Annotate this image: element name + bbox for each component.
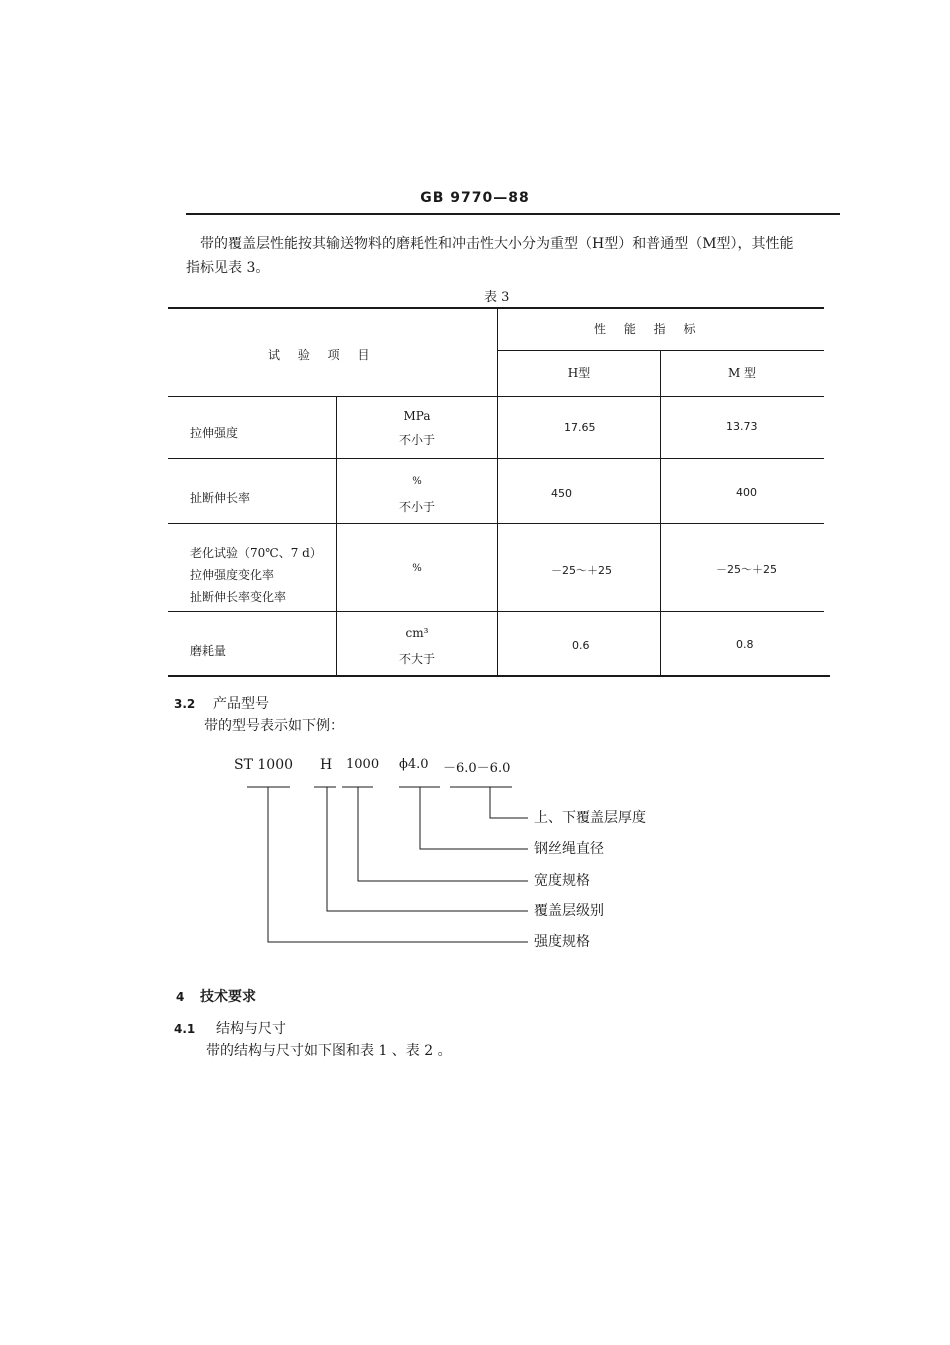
row-unit: MPa — [403, 409, 431, 423]
row-unit: % — [412, 476, 422, 487]
section-number: 3.2 — [174, 697, 196, 711]
label-strength-spec: 强度规格 — [534, 934, 590, 950]
header-test-item: 试 验 项 目 — [268, 348, 370, 362]
row-item: 磨耗量 — [190, 644, 227, 658]
row-h-value: 450 — [551, 487, 572, 500]
row-item: 扯断伸长率变化率 — [190, 590, 287, 604]
row-unit: cm³ — [405, 626, 429, 640]
label-cord-diameter: 钢丝绳直径 — [534, 841, 604, 857]
intro-line-2: 指标见表 3。 — [186, 260, 270, 276]
section-title: 技术要求 — [200, 989, 256, 1005]
row-item: 拉伸强度变化率 — [190, 568, 275, 582]
model-part-cover-grade: H — [320, 757, 333, 773]
table-caption: 表 3 — [484, 290, 510, 305]
row-condition: 不大于 — [398, 652, 435, 666]
label-cover-thickness: 上、下覆盖层厚度 — [534, 810, 646, 826]
row-h-value: －25～＋25 — [551, 564, 612, 577]
section-text: 带的结构与尺寸如下图和表 1 、表 2 。 — [206, 1043, 452, 1059]
section-number: 4.1 — [174, 1022, 196, 1036]
model-part-width: 1000 — [346, 757, 380, 772]
header-h-type: H型 — [567, 366, 591, 380]
row-item: 扯断伸长率 — [190, 491, 251, 505]
row-condition: 不小于 — [398, 500, 435, 514]
document-code: GB 9770—88 — [420, 190, 530, 206]
model-part-cord-diameter: ϕ4.0 — [399, 757, 429, 772]
row-m-value: 400 — [736, 486, 757, 499]
header-m-type: M 型 — [727, 366, 757, 380]
label-width-spec: 宽度规格 — [534, 873, 590, 889]
row-h-value: 17.65 — [564, 421, 596, 434]
label-cover-grade: 覆盖层级别 — [534, 903, 604, 919]
section-title: 结构与尺寸 — [216, 1021, 286, 1037]
row-item: 老化试验（70℃、7 d） — [190, 546, 322, 560]
row-item: 拉伸强度 — [190, 426, 239, 440]
section-text: 带的型号表示如下例： — [204, 718, 344, 734]
section-title: 产品型号 — [213, 696, 269, 712]
section-number: 4 — [176, 990, 185, 1004]
row-m-value: 0.8 — [736, 638, 754, 651]
header-performance: 性 能 指 标 — [594, 322, 696, 336]
model-part-strength: ST 1000 — [234, 757, 294, 773]
intro-line-1: 带的覆盖层性能按其输送物料的磨耗性和冲击性大小分为重型（H型）和普通型（M型），其性能 — [200, 236, 794, 252]
row-m-value: －25～＋25 — [716, 563, 777, 576]
row-condition: 不小于 — [398, 433, 435, 447]
row-m-value: 13.73 — [726, 420, 758, 433]
row-h-value: 0.6 — [572, 639, 590, 652]
row-unit: % — [412, 563, 422, 574]
model-part-cover-thickness: －6.0－6.0 — [443, 761, 511, 776]
